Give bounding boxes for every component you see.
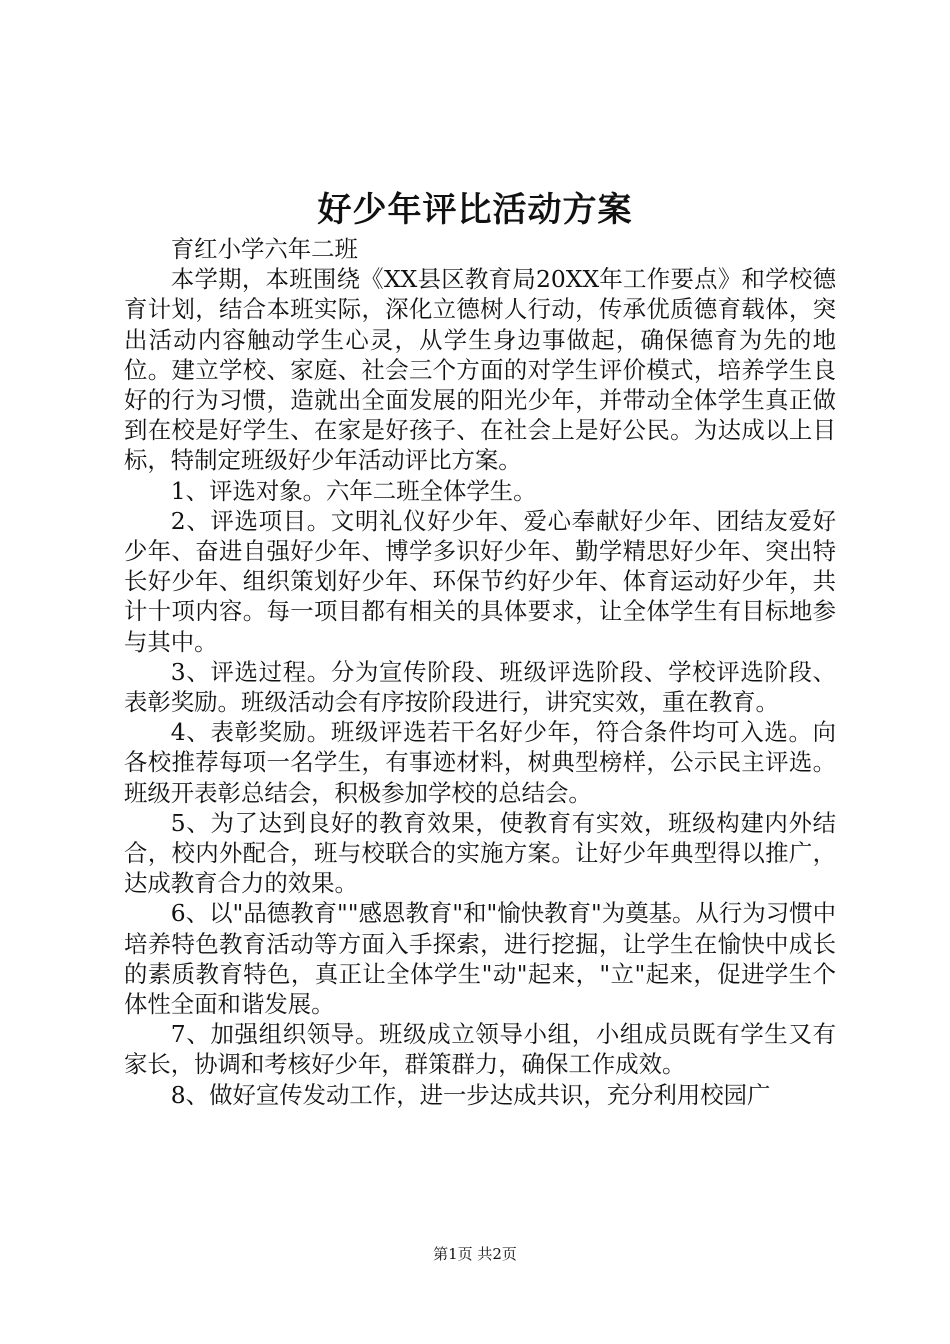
item-5-paragraph: 5、为了达到良好的教育效果，使教育有实效，班级构建内外结合，校内外配合，班与校联合的实施方案。让好少年典型得以推广，达成教育合力的效果。 bbox=[124, 808, 836, 898]
item-6-paragraph: 6、以"品德教育""感恩教育"和"愉快教育"为奠基。从行为习惯中培养特色教育活动等方面入手探索，进行挖掘，让学生在愉快中成长的素质教育特色，真正让全体学生"动"起来，"立"起来，促进学生个体性全面和谐发展。 bbox=[124, 899, 836, 1019]
item-4-paragraph: 4、表彰奖励。班级评选若干名好少年，符合条件均可入选。向各校推荐每项一名学生，有事迹材料，树典型榜样，公示民主评选。班级开表彰总结会，积极参加学校的总结会。 bbox=[124, 718, 836, 807]
item-7-paragraph: 7、加强组织领导。班级成立领导小组，小组成员既有学生又有家长，协调和考核好少年，群策群力，确保工作成效。 bbox=[124, 1020, 836, 1079]
item-1-paragraph: 1、评选对象。六年二班全体学生。 bbox=[170, 476, 537, 505]
page-number-footer: 第1页 共2页 bbox=[433, 1245, 517, 1263]
document-title: 好少年评比活动方案 bbox=[317, 190, 633, 230]
class-name-line: 育红小学六年二班 bbox=[170, 235, 358, 263]
item-8-paragraph: 8、做好宣传发动工作，进一步达成共识，充分利用校园广 bbox=[170, 1080, 771, 1109]
item-3-paragraph: 3、评选过程。分为宣传阶段、班级评选阶段、学校评选阶段、表彰奖励。班级活动会有序按阶段进行，讲究实效，重在教育。 bbox=[124, 657, 836, 717]
item-2-paragraph: 2、评选项目。文明礼仪好少年、爱心奉献好少年、团结友爱好少年、奋进自强好少年、博学多识好少年、勤学精思好少年、突出特长好少年、组织策划好少年、环保节约好少年、体育运动好少年，共计十项内容。每一项目都有相关的具体要求，让全体学生有目标地参与其中。 bbox=[124, 506, 836, 656]
document-body bbox=[124, 234, 836, 1110]
intro-paragraph: 本学期，本班围绕《XX县区教育局20XX年工作要点》和学校德育计划，结合本班实际，深化立德树人行动，传承优质德育载体，突出活动内容触动学生心灵，从学生身边事做起，确保德育为先的地位。建立学校、家庭、社会三个方面的对学生评价模式，培养学生良好的行为习惯，造就出全面发展的阳光少年，并带动全体学生真正做到在校是好学生、在家是好孩子、在社会上是好公民。为达成以上目标，特制定班级好少年活动评比方案。 bbox=[124, 265, 836, 475]
